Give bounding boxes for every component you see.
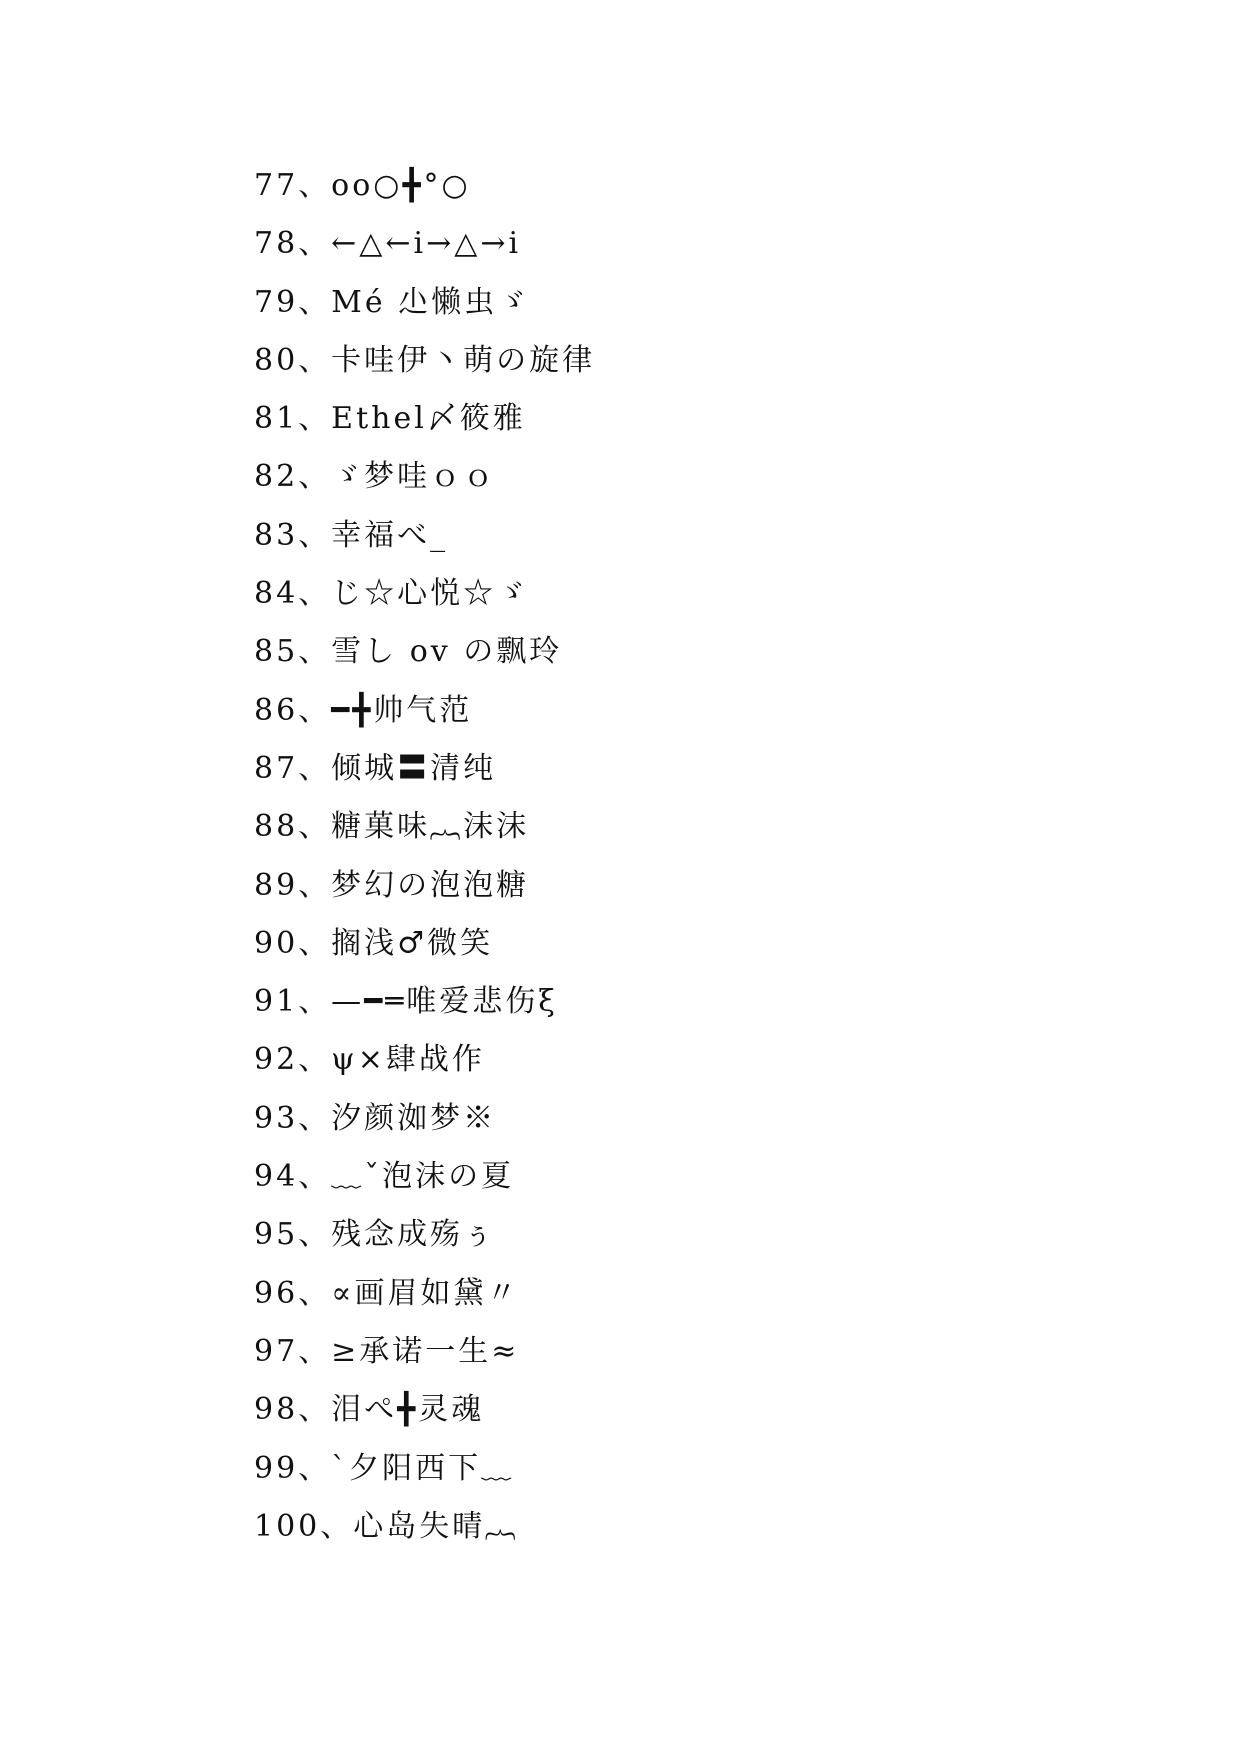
list-item: 85、雪し ov の飘玲 (254, 634, 563, 670)
list-item: 90、搁浅♂微笑 (254, 925, 494, 961)
list-item: 78、←△←i→△→i (254, 226, 522, 262)
list-item: 99、ˋ夕阳西下﹏ (254, 1450, 515, 1486)
list-item: 84、じ☆心悦☆ゞ (254, 576, 530, 612)
list-item: 98、泪ぺ╋灵魂 (254, 1392, 485, 1428)
list-item: 83、幸福べ_ (254, 517, 449, 553)
list-item: 91、—━═唯爱悲伤ξ (254, 984, 558, 1020)
nickname-list (254, 157, 595, 1556)
list-item: 95、残念成殇ぅ (254, 1217, 497, 1253)
list-item: 93、汐颜洳梦※ (254, 1100, 497, 1136)
list-item: 97、≥承诺一生≈ (254, 1333, 520, 1369)
list-item: 89、梦幻の泡泡糖 (254, 867, 530, 903)
list-item: 88、糖菓味︷沫沫 (254, 809, 530, 845)
list-item: 92、ψ×肆战作 (254, 1042, 485, 1078)
list-item: 80、卡哇伊丶萌の旋律 (254, 342, 596, 378)
list-item: 86、━╋帅气范 (254, 692, 473, 728)
list-item: 94、﹏ˇ泡沫の夏 (254, 1159, 515, 1195)
list-item: 100、心岛失晴︷ (254, 1508, 519, 1544)
list-item: 82、ゞ梦哇ｏｏ (254, 459, 497, 495)
list-item: 77、oo○╋°○ (254, 168, 471, 203)
list-item: 96、∝画眉如黛〃 (254, 1275, 520, 1311)
list-item: 81、Ethel〆筱雅 (254, 401, 526, 437)
list-item: 87、倾城〓清纯 (254, 750, 497, 786)
list-item: 79、Mé 尐懒虫ゞ (254, 284, 531, 320)
